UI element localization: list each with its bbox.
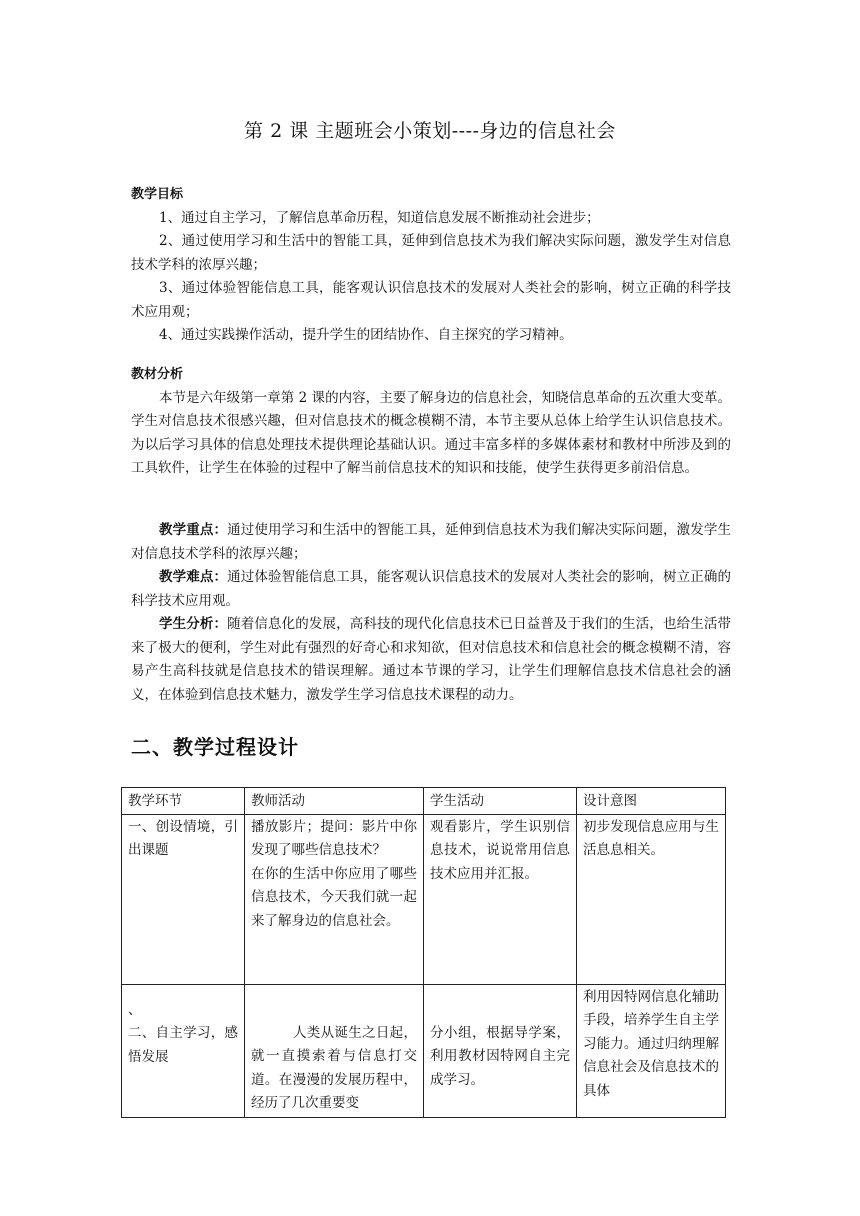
teaching-goals-section (131, 183, 731, 348)
page-title: 第 2 课 主题班会小策划----身边的信息社会 (244, 120, 616, 142)
material-analysis-section (131, 363, 731, 481)
design-intent-cell (577, 984, 726, 1117)
design-intent-text: 利用因特网信息化辅助手段，培养学生自主学习能力。通过归纳理解信息社会及信息技术的具体 (583, 988, 719, 1099)
analysis-heading: 教材分析 (131, 367, 184, 382)
design-intent-text: 初步发现信息应用与生活息息相关。 (583, 818, 719, 858)
goals-heading: 教学目标 (131, 187, 184, 202)
key-point-paragraph (131, 519, 731, 566)
teaching-focus-section (131, 519, 731, 707)
student-activity-cell (424, 814, 577, 984)
design-intent-cell (577, 814, 726, 984)
difficulty-paragraph (131, 566, 731, 613)
teacher-activity-text: 在你的生活中你应用了哪些信息技术，今天我们就一起来了解身边的信息社会。 (251, 865, 417, 929)
difficulty-text: 通过体验智能信息工具，能客观认识信息技术的发展对人类社会的影响，树立正确的科学技术应用观。 (131, 569, 732, 609)
stage-text: 二、自主学习，感悟发展 (128, 1025, 238, 1065)
goal-item: 1、通过自主学习，了解信息革命历程，知道信息发展不断推动社会进步； (159, 209, 600, 226)
stage-cell (122, 984, 245, 1117)
table-header-cell: 教师活动 (245, 788, 424, 815)
teacher-activity-cell (245, 984, 424, 1117)
table-row (122, 984, 726, 1117)
student-activity-cell (424, 984, 577, 1117)
table-row (122, 814, 726, 984)
section-2-title: 二、教学过程设计 (131, 735, 299, 759)
key-point-text: 通过使用学习和生活中的智能工具，延伸到信息技术为我们解决实际问题，激发学生对信息技术学科的浓厚兴趣； (131, 522, 732, 562)
student-analysis-text: 随着信息化的发展，高科技的现代化信息技术已日益普及于我们的生活，也给生活带来了极大的便利，学生对此有强烈的好奇心和求知欲，但对信息技术和信息社会的概念模糊不清，容易产生高科技就是信息技术的错误理解。通过本节课的学习，让学生们理解信息技术信息社会的涵义，在体验到信息技术魅力，激发学生学习信息技术课程的动力。 (131, 616, 732, 703)
student-activity-text: 观看影片，学生识别信息技术，说说常用信息技术应用并汇报。 (430, 818, 570, 882)
goal-item: 3、通过体验智能信息工具，能客观认识信息技术的发展对人类社会的影响，树立正确的科学技术应用观； (131, 280, 731, 320)
table-header-cell: 学生活动 (424, 788, 577, 815)
analysis-text: 本节是六年级第一章第 2 课的内容，主要了解身边的信息社会，知晓信息革命的五次重大变革。学生对信息技术很感兴趣，但对信息技术的概念模糊不清，本节主要从总体上给学生认识信息技术。为以后学习具体的信息处理技术提供理论基础认识。通过丰富多样的多媒体素材和教材中所涉及到的工具软件，让学生在体验的过程中了解当前信息技术的知识和技能，使学生获得更多前沿信息。 (131, 389, 731, 476)
teacher-activity-cell (245, 814, 424, 984)
table-header-cell: 教学环节 (122, 788, 245, 815)
goal-item: 2、通过使用学习和生活中的智能工具，延伸到信息技术为我们解决实际问题，激发学生对信息技术学科的浓厚兴趣； (131, 233, 731, 273)
goal-item: 4、通过实践操作活动，提升学生的团结协作、自主探究的学习精神。 (159, 327, 573, 343)
student-activity-text: 分小组，根据导学案，利用教材因特网自主完成学习。 (430, 1024, 570, 1088)
student-analysis-paragraph (131, 613, 731, 707)
process-table (121, 787, 726, 1118)
table-header-cell: 设计意图 (577, 788, 726, 815)
student-analysis-label: 学生分析： (159, 616, 228, 632)
teacher-activity-text: 播放影片；提问：影片中你发现了哪些信息技术？ (251, 818, 417, 858)
difficulty-label: 教学难点： (159, 569, 228, 585)
teacher-activity-text: 人类从诞生之日起，就一直摸索着与信息打交道。在漫漫的发展历程中，经历了几次重要变 (251, 1024, 417, 1111)
stage-cell (122, 814, 245, 984)
table-header-row (122, 788, 726, 815)
key-point-label: 教学重点： (159, 522, 228, 538)
stage-mark: 、 (128, 1001, 142, 1018)
stage-text: 一、创设情境，引出课题 (128, 818, 238, 858)
